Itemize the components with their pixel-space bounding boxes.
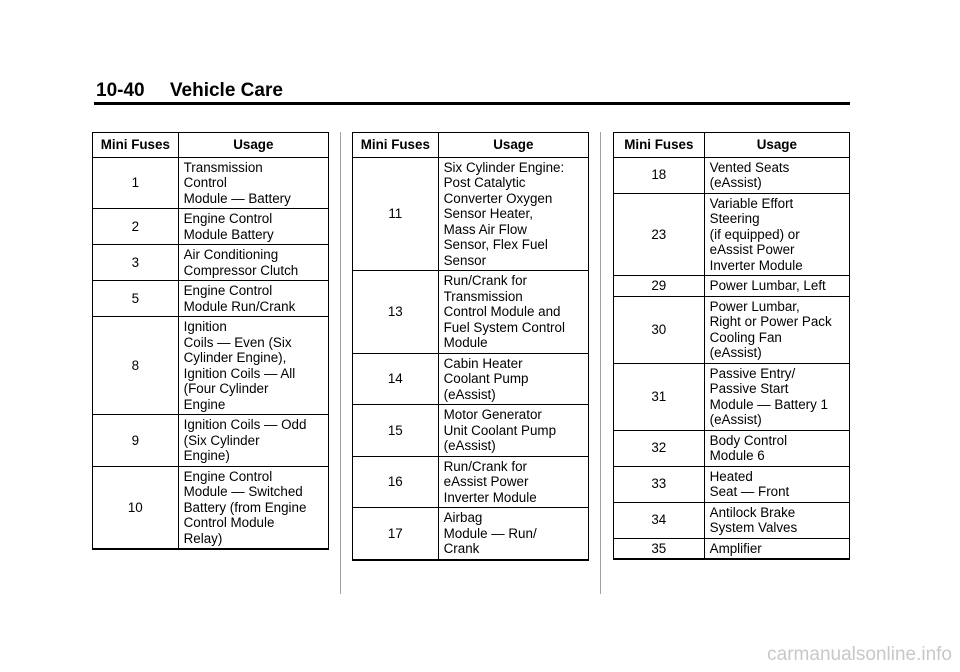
page-number: 10-40 [96, 80, 145, 101]
fuse-usage: Run/Crank for eAssist Power Inverter Module [438, 456, 588, 508]
fuse-number: 30 [614, 296, 705, 363]
fuse-usage: Run/Crank for Transmission Control Module and Fuel System Control Module [438, 271, 588, 354]
fuse-usage: Antilock Brake System Valves [704, 502, 849, 538]
fuse-number: 3 [93, 245, 179, 281]
fuse-usage: Power Lumbar, Left [704, 276, 849, 297]
fuse-usage: Passive Entry/ Passive Start Module — Battery 1 (eAssist) [704, 363, 849, 430]
table-row [93, 157, 329, 209]
fuse-number: 2 [93, 209, 179, 245]
table-row [93, 281, 329, 317]
table-row [614, 502, 850, 538]
fuse-number: 1 [93, 157, 179, 209]
table-row [614, 430, 850, 466]
fuse-usage: Transmission Control Module — Battery [178, 157, 328, 209]
fuse-number: 16 [353, 456, 439, 508]
fuse-usage: Air Conditioning Compressor Clutch [178, 245, 328, 281]
table-row [614, 466, 850, 502]
table-row [353, 353, 589, 405]
fuse-usage: Heated Seat — Front [704, 466, 849, 502]
table-row [353, 405, 589, 457]
column-header-fuse: Mini Fuses [353, 133, 439, 158]
page-header [96, 80, 283, 102]
table-row [353, 508, 589, 560]
fuse-number: 8 [93, 317, 179, 415]
fuse-usage: Ignition Coils — Odd (Six Cylinder Engine) [178, 415, 328, 467]
fuse-number: 5 [93, 281, 179, 317]
fuse-number: 17 [353, 508, 439, 560]
table-row [614, 157, 850, 193]
table-row [614, 538, 850, 559]
table-row [614, 193, 850, 276]
table-row [353, 271, 589, 354]
fuse-usage: Variable Effort Steering (if equipped) or eAssist Power Inverter Module [704, 193, 849, 276]
fuse-number: 32 [614, 430, 705, 466]
fuse-number: 29 [614, 276, 705, 297]
table-row [614, 276, 850, 297]
header-rule [94, 102, 850, 105]
column-divider [600, 132, 601, 594]
column-header-usage: Usage [704, 133, 849, 158]
fuse-number: 13 [353, 271, 439, 354]
fuse-number: 15 [353, 405, 439, 457]
fuse-number: 31 [614, 363, 705, 430]
table-row [93, 209, 329, 245]
column-divider [340, 132, 341, 594]
table-row [353, 157, 589, 271]
fuse-number: 10 [93, 466, 179, 549]
column-header-fuse: Mini Fuses [93, 133, 179, 158]
fuse-number: 18 [614, 157, 705, 193]
fuse-usage: Airbag Module — Run/ Crank [438, 508, 588, 560]
table-row [614, 296, 850, 363]
fuse-usage: Engine Control Module — Switched Battery (from Engine Control Module Relay) [178, 466, 328, 549]
fuse-number: 34 [614, 502, 705, 538]
column-header-usage: Usage [438, 133, 588, 158]
column-header-usage: Usage [178, 133, 328, 158]
fuse-table-3 [613, 132, 850, 560]
fuse-number: 11 [353, 157, 439, 271]
fuse-usage: Motor Generator Unit Coolant Pump (eAssist) [438, 405, 588, 457]
fuse-number: 23 [614, 193, 705, 276]
fuse-table-1 [92, 132, 329, 550]
fuse-number: 9 [93, 415, 179, 467]
fuse-usage: Amplifier [704, 538, 849, 559]
fuse-usage: Six Cylinder Engine: Post Catalytic Converter Oxygen Sensor Heater, Mass Air Flow Sensor, Flex Fuel Sensor [438, 157, 588, 271]
watermark: carmanualsonline.info [767, 644, 952, 665]
fuse-number: 35 [614, 538, 705, 559]
table-row [93, 415, 329, 467]
table-row [93, 466, 329, 549]
section-title: Vehicle Care [169, 80, 283, 101]
fuse-usage: Engine Control Module Battery [178, 209, 328, 245]
fuse-usage: Vented Seats (eAssist) [704, 157, 849, 193]
fuse-number: 14 [353, 353, 439, 405]
table-row [353, 456, 589, 508]
fuse-usage: Power Lumbar, Right or Power Pack Cooling Fan (eAssist) [704, 296, 849, 363]
fuse-usage: Engine Control Module Run/Crank [178, 281, 328, 317]
fuse-table-2 [352, 132, 589, 561]
fuse-usage: Ignition Coils — Even (Six Cylinder Engine), Ignition Coils — All (Four Cylinder Engine [178, 317, 328, 415]
fuse-usage: Body Control Module 6 [704, 430, 849, 466]
fuse-usage: Cabin Heater Coolant Pump (eAssist) [438, 353, 588, 405]
column-header-fuse: Mini Fuses [614, 133, 705, 158]
table-row [93, 317, 329, 415]
fuse-number: 33 [614, 466, 705, 502]
table-row [614, 363, 850, 430]
table-row [93, 245, 329, 281]
